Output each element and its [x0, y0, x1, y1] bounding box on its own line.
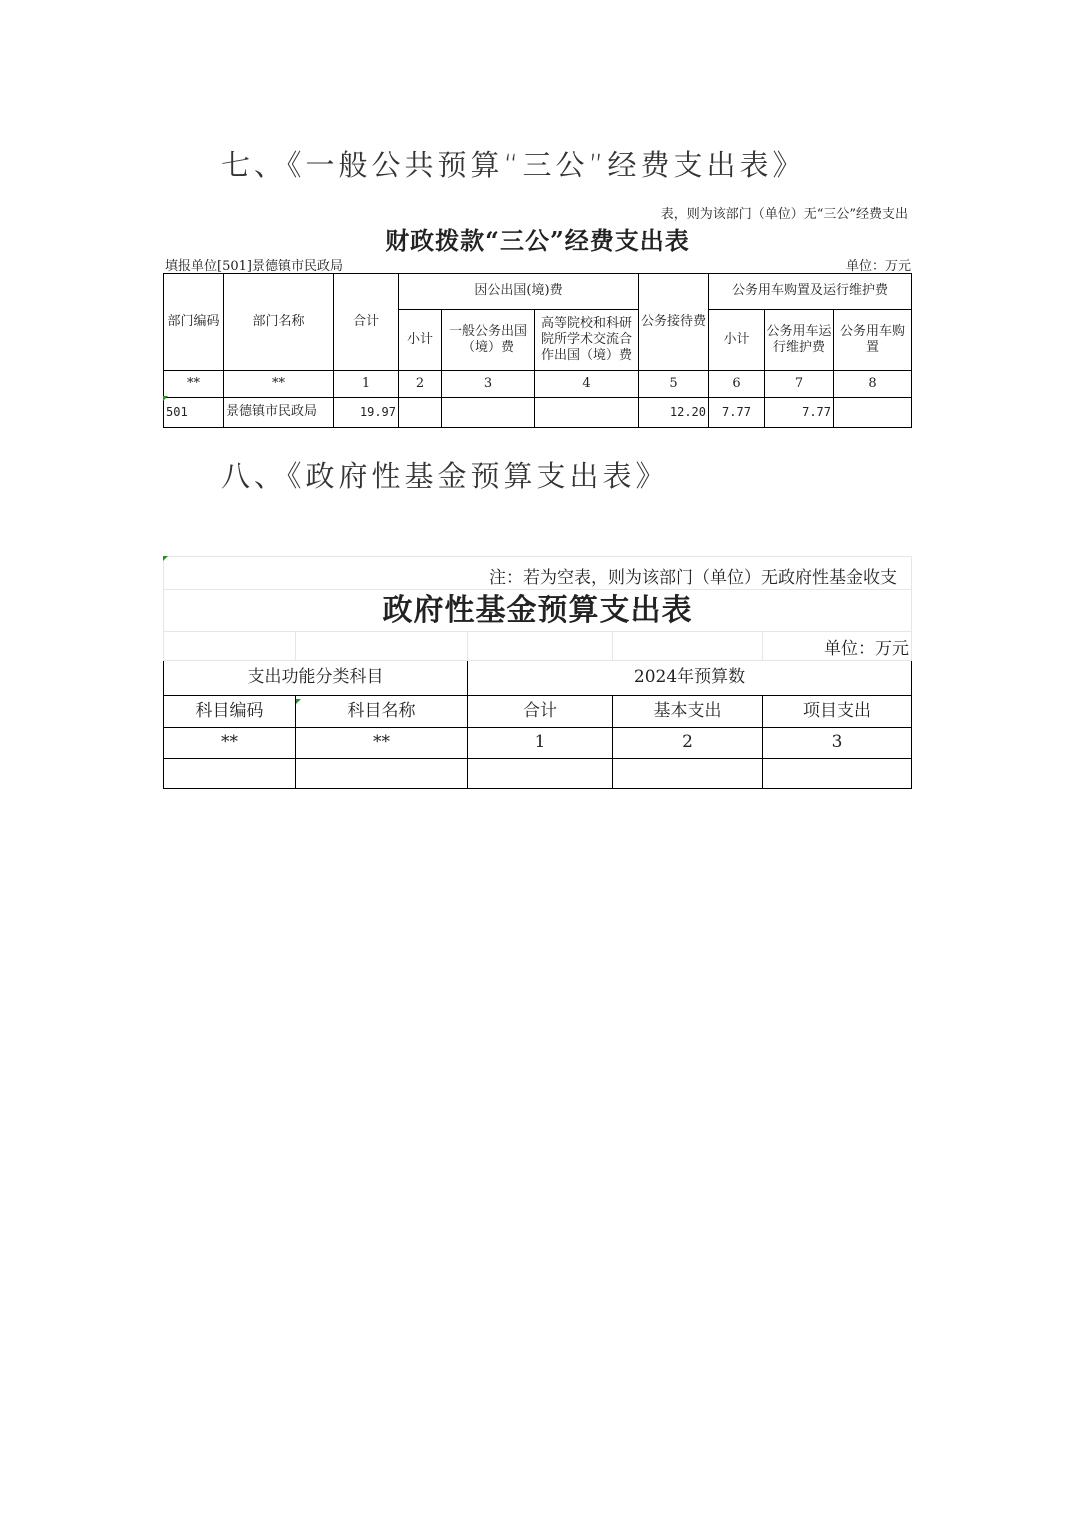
index-cell: 7 [765, 371, 834, 398]
header-abroad-academic: 高等院校和科研院所学术交流合作出国（境）费 [535, 310, 639, 371]
header-basic: 基本支出 [613, 696, 763, 728]
index-cell: 5 [639, 371, 709, 398]
cell-total: 19.97 [334, 398, 399, 428]
header-abroad-subtotal: 小计 [399, 310, 442, 371]
empty-cell [613, 759, 763, 789]
header-vehicle-subtotal: 小计 [709, 310, 765, 371]
cell-abroad-academic [535, 398, 639, 428]
section-title-eight: 八、《政府性基金预算支出表》 [221, 459, 669, 493]
header-abroad-group: 因公出国(境)费 [399, 274, 639, 310]
header-project: 项目支出 [763, 696, 912, 728]
table1-unit: 单位：万元 [845, 259, 911, 274]
table1-note: 表，则为该部门（单位）无“三公”经费支出 [660, 207, 908, 222]
empty-cell [296, 759, 468, 789]
header-dept-name: 部门名称 [224, 274, 334, 371]
header-subject-name: 科目名称 [296, 696, 468, 728]
index-cell: 1 [468, 728, 613, 759]
index-cell: 3 [442, 371, 535, 398]
empty-cell [763, 759, 912, 789]
blank-cell [468, 632, 613, 661]
empty-cell [468, 759, 613, 789]
cell-comment-marker [296, 699, 301, 704]
blank-cell [164, 632, 296, 661]
cell-reception: 12.20 [639, 398, 709, 428]
table1-title: 财政拨款“三公”经费支出表 [385, 226, 690, 255]
header-vehicle-purchase: 公务用车购置 [834, 310, 912, 371]
table2-title: 政府性基金预算支出表 [164, 590, 912, 632]
cell-vehicle-subtotal: 7.77 [709, 398, 765, 428]
table-row-index [164, 371, 912, 398]
header-func-class: 支出功能分类科目 [164, 661, 468, 696]
cell-abroad-subtotal [399, 398, 442, 428]
three-public-expenses-table [163, 273, 912, 428]
index-cell: 2 [399, 371, 442, 398]
index-cell: ** [296, 728, 468, 759]
header-vehicle-group: 公务用车购置及运行维护费 [709, 274, 912, 310]
empty-cell [164, 759, 296, 789]
government-fund-table [163, 556, 912, 789]
header-total: 合计 [468, 696, 613, 728]
index-cell: ** [164, 371, 224, 398]
cell-dept-name: 景德镇市民政局 [224, 398, 334, 428]
index-cell: ** [224, 371, 334, 398]
table-row-data [164, 398, 912, 428]
table-row-empty [164, 759, 912, 789]
index-cell: 3 [763, 728, 912, 759]
cell-comment-marker [163, 556, 168, 561]
table-row-index [164, 728, 912, 759]
table2-unit: 单位：万元 [763, 632, 912, 661]
table1-filler-unit: 填报单位[501]景德镇市民政局 [165, 259, 343, 274]
header-vehicle-operation: 公务用车运行维护费 [765, 310, 834, 371]
section-title-seven: 七、《一般公共预算“三公”经费支出表》 [221, 148, 806, 182]
table2-note: 注：若为空表，则为该部门（单位）无政府性基金收支 [164, 557, 912, 590]
cell-comment-marker [163, 396, 168, 401]
index-cell: 4 [535, 371, 639, 398]
index-cell: ** [164, 728, 296, 759]
blank-cell [296, 632, 468, 661]
header-reception: 公务接待费 [639, 274, 709, 371]
header-abroad-general: 一般公务出国（境）费 [442, 310, 535, 371]
index-cell: 6 [709, 371, 765, 398]
header-dept-code: 部门编码 [164, 274, 224, 371]
header-total: 合计 [334, 274, 399, 371]
index-cell: 1 [334, 371, 399, 398]
cell-vehicle-purchase [834, 398, 912, 428]
index-cell: 2 [613, 728, 763, 759]
blank-cell [613, 632, 763, 661]
cell-dept-code: 501 [164, 398, 224, 428]
cell-vehicle-operation: 7.77 [765, 398, 834, 428]
header-budget-year: 2024年预算数 [468, 661, 912, 696]
index-cell: 8 [834, 371, 912, 398]
header-subject-code: 科目编码 [164, 696, 296, 728]
cell-abroad-general [442, 398, 535, 428]
